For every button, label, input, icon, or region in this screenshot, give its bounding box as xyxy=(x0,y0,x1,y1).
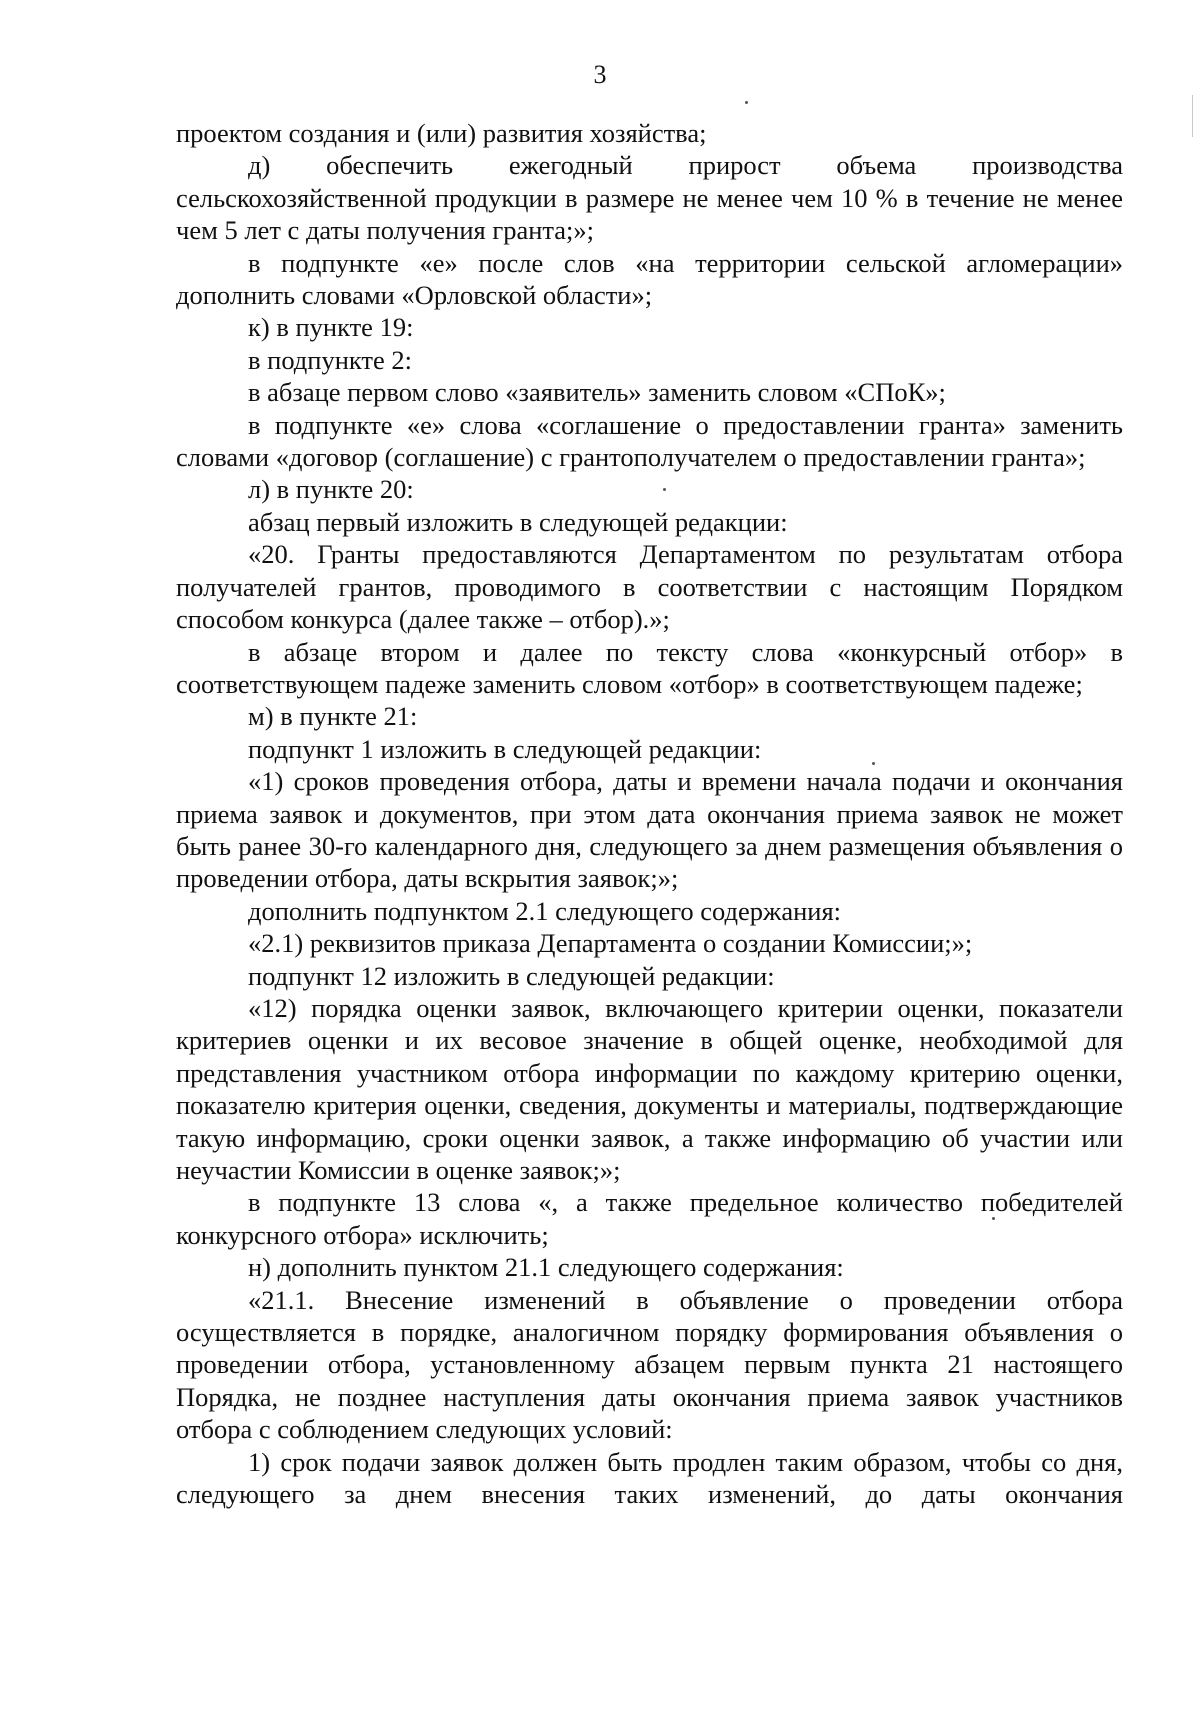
paragraph: «21.1. Внесение изменений в объявление о проведении отбора осуществляется в порядке, аналогичном порядку формирования объявления о проведении отбора, установленному абзацем первым пункта 21 настоящего Порядка, не позднее наступления даты окончания приема заявок участников отбора с соблюдением следующих условий: xyxy=(176,1284,1123,1445)
paragraph: проектом создания и (или) развития хозяйства; xyxy=(176,118,707,148)
paragraph: м) в пункте 21: xyxy=(248,701,418,732)
paragraph: в подпункте 2: xyxy=(248,344,413,375)
paragraph: «12) порядка оценки заявок, включающего критерии оценки, показатели критериев оценки и их весовое значение в общей оценке, необходимой для представления участником отбора информации по каждому критерию оценки, показателю критерия оценки, сведения, документы и материалы, подтверждающие такую информацию, сроки оценки заявок, а также информацию об участии или неучастии Комиссии в оценке заявок;»; xyxy=(176,992,1123,1185)
document-body xyxy=(176,117,1123,1510)
paragraph: в подпункте 13 слова «, а также предельное количество победителей конкурсного отбора» исключить; xyxy=(176,1187,1123,1250)
paragraph: подпункт 1 изложить в следующей редакции: xyxy=(248,733,762,764)
page-number: 3 xyxy=(593,60,607,89)
paragraph: д) обеспечить ежегодный прирост объема производства сельскохозяйственной продукции в размере не менее чем 10 % в течение не менее чем 5 лет с даты получения гранта;»; xyxy=(176,150,1123,246)
paragraph: в подпункте «е» после слов «на территории сельской агломерации» дополнить словами «Орловской области»; xyxy=(176,247,1123,311)
paragraph: к) в пункте 19: xyxy=(248,312,414,343)
paragraph: н) дополнить пунктом 21.1 следующего содержания: xyxy=(248,1252,844,1283)
paragraph: 1) срок подачи заявок должен быть продлен таким образом, чтобы со дня, следующего за днем внесения таких изменений, до даты окончания xyxy=(176,1446,1123,1510)
paragraph: дополнить подпунктом 2.1 следующего содержания: xyxy=(248,895,842,926)
paragraph: в подпункте «е» слова «соглашение о предоставлении гранта» заменить словами «договор (соглашение) с грантополучателем о предоставлении гранта»; xyxy=(176,409,1123,473)
paragraph: «20. Гранты предоставляются Департаментом по результатам отбора получателей грантов, проводимого в соответствии с настоящим Порядком способом конкурса (далее также – отбор).»; xyxy=(176,539,1123,635)
scan-speck xyxy=(745,101,748,104)
paragraph: абзац первый изложить в следующей редакции: xyxy=(248,506,788,537)
paragraph: «2.1) реквизитов приказа Департамента о создании Комиссии;»; xyxy=(248,928,973,959)
scan-margin-mark xyxy=(1192,95,1193,137)
paragraph: «1) сроков проведения отбора, даты и времени начала подачи и окончания приема заявок и документов, при этом дата окончания приема заявок не может быть ранее 30-го календарного дня, следующего за днем размещения объявления о проведении отбора, даты вскрытия заявок;»; xyxy=(176,766,1123,894)
paragraph: в абзаце первом слово «заявитель» заменить словом «СПоК»; xyxy=(248,377,946,408)
paragraph: в абзаце втором и далее по тексту слова «конкурсный отбор» в соответствующем падеже заменить словом «отбор» в соответствующем падеже; xyxy=(176,636,1123,699)
paragraph: подпункт 12 изложить в следующей редакции: xyxy=(248,960,775,991)
paragraph: л) в пункте 20: xyxy=(248,474,414,505)
